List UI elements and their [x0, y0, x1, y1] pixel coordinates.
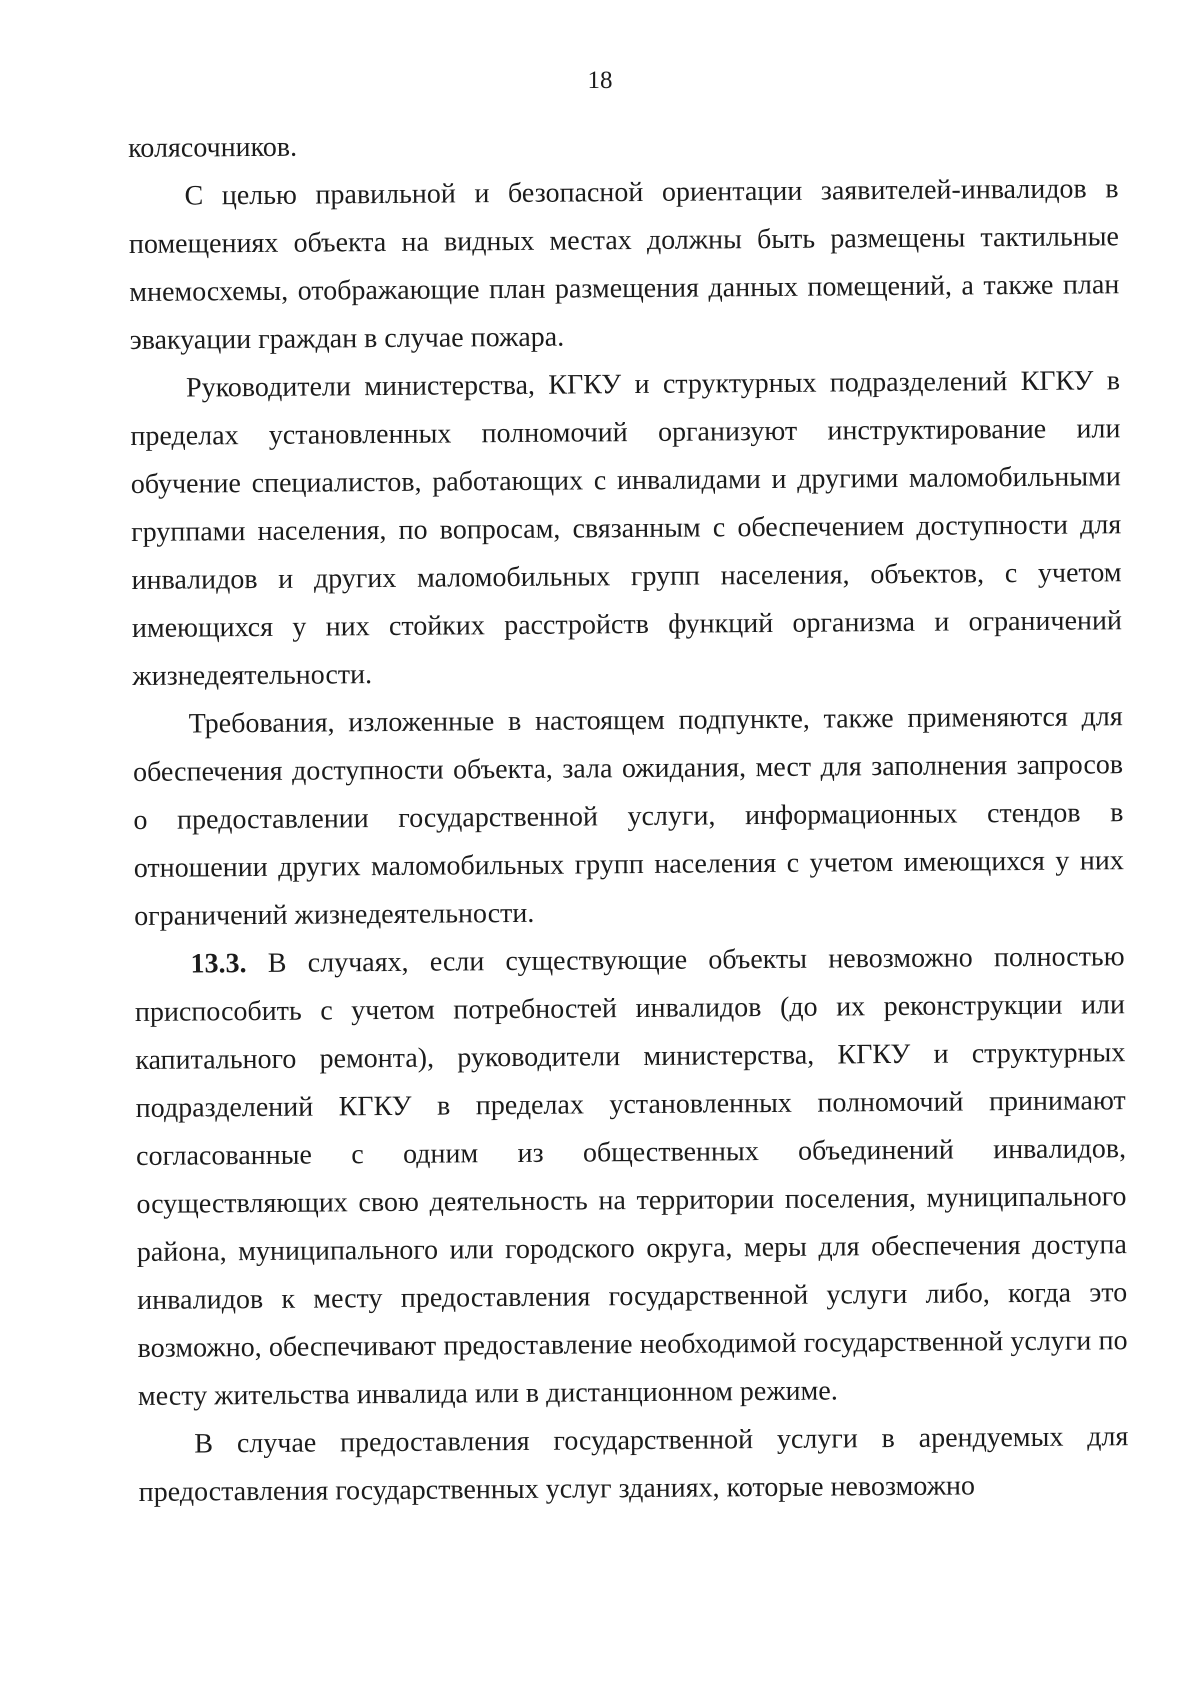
paragraph-staff-training	[130, 357, 1123, 701]
paragraph-section-13-3	[134, 933, 1128, 1421]
page-number: 18	[587, 67, 613, 94]
document-body	[128, 117, 1129, 1517]
paragraph-text: В случае предоставления государственной услуги в арендуемых для предоставления государственных услуг зданиях, которые невозможно	[138, 1421, 1129, 1508]
paragraph-text: Руководители министерства, КГКУ и структурных подразделений КГКУ в пределах установленных полномочий организуют инструктирование или обучение специалистов, работающих с инвалидами и другими маломобильными группами населения, по вопросам, связанным с обеспечением доступности для инвалидов и других маломобильных групп населения, объектов, с учетом имеющихся у них стойких расстройств функций организма и ограничений жизнедеятельности.	[130, 365, 1123, 692]
paragraph-text: С целью правильной и безопасной ориентации заявителей-инвалидов в помещениях объекта на видных местах должны быть размещены тактильные мнемосхемы, отображающие план размещения данных помещений, а также план эвакуации граждан в случае пожара.	[128, 173, 1120, 356]
paragraph-text: колясочников.	[128, 131, 298, 164]
paragraph-rented-buildings	[138, 1413, 1129, 1517]
paragraph-requirements	[133, 693, 1125, 941]
paragraph-text: Требования, изложенные в настоящем подпункте, также применяются для обеспечения доступности объекта, зала ожидания, мест для заполнения запросов о предоставлении государственной услуги, информационных стендов в отношении других маломобильных групп населения с учетом имеющихся у них ограничений жизнедеятельности.	[132, 701, 1124, 932]
paragraph-continuation	[128, 117, 1118, 173]
paragraph-text: В случаях, если существующие объекты невозможно полностью приспособить с учетом потребностей инвалидов (до их реконструкции или капитального ремонта), руководители министерства, КГКУ и структурных подразделений КГКУ в пределах установленных полномочий принимают согласованные с одним из общественных объединений инвалидов, осуществляющих свою деятельность на территории поселения, муниципального района, муниципального или городского округа, меры для обеспечения доступа инвалидов к месту предоставления государственной услуги либо, когда это возможно, обеспечивают предоставление необходимой государственной услуги по месту жительства инвалида или в дистанционном режиме.	[134, 941, 1128, 1412]
section-number: 13.3.	[190, 948, 247, 980]
paragraph-tactile-schemes	[128, 165, 1119, 365]
